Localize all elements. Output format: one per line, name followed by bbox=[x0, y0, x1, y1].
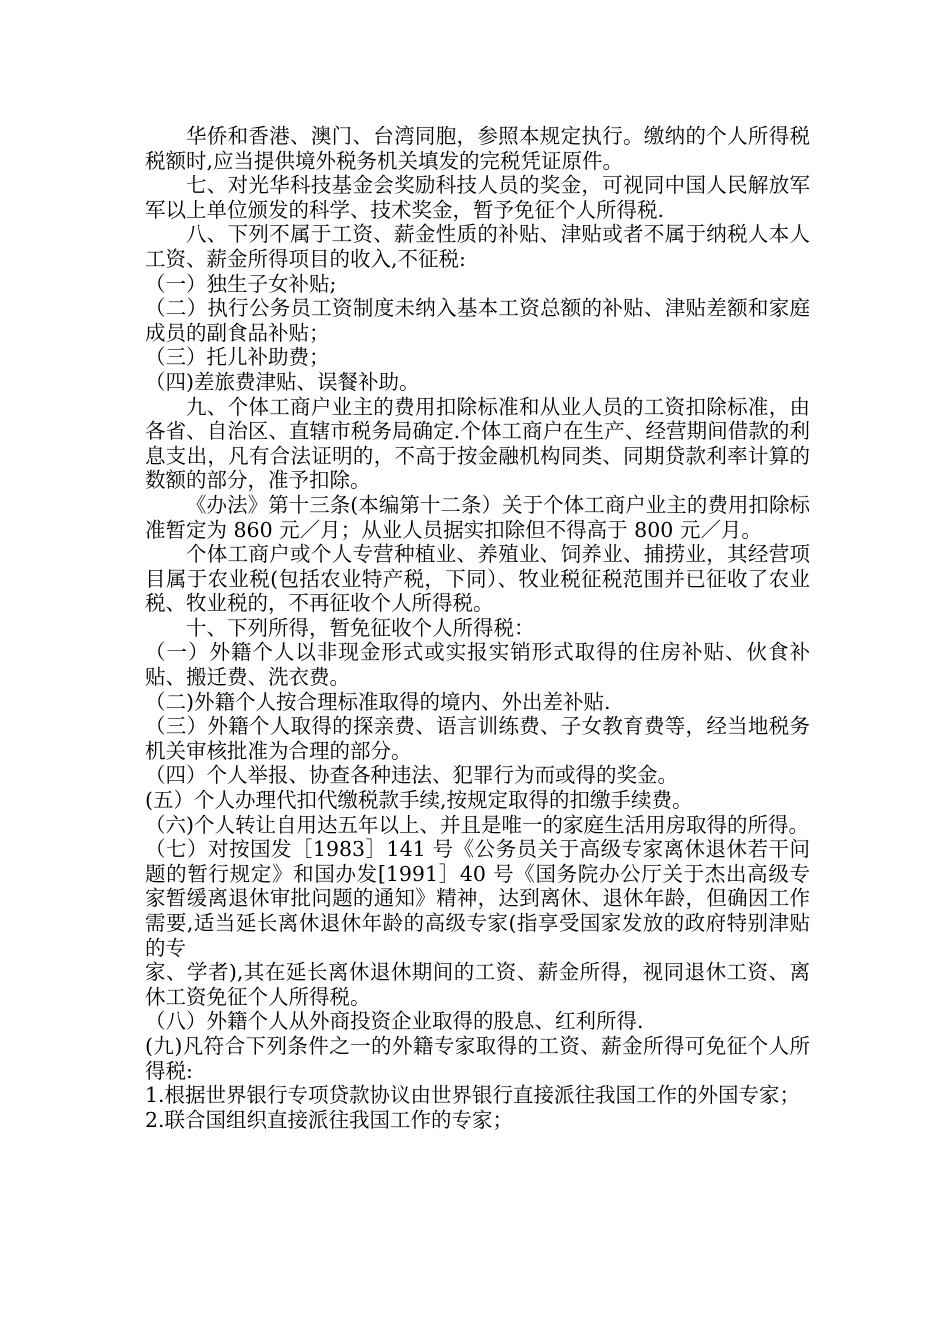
sub-item-1: 1.根据世界银行专项贷款协议由世界银行直接派往我国工作的外国专家； bbox=[145, 1083, 801, 1108]
list-item-8-3: （三）托儿补助费； bbox=[145, 345, 330, 370]
list-item-10-9: (九)凡符合下列条件之一的外籍专家取得的工资、薪金所得可免征个人所得税: bbox=[145, 1033, 810, 1083]
list-item-10-7: （七）对按国发［1983］141 号《公务员关于高级专家离休退休若干问题的暂行规定》和国办发[1991］40 号《国务院办公厅关于杰出高级专家暂缓离退休审批问题的通知》精神，达到离休、退休年龄，但确因工作需要,适当延长离休退休年龄的高级专家(指享受国家发放的政府特别津贴的专 bbox=[145, 837, 810, 960]
list-item-10-5: (五）个人办理代扣代缴税款手续,按规定取得的扣缴手续费。 bbox=[145, 788, 693, 813]
list-item-10-3: （三）外籍个人取得的探亲费、语言训练费、子女教育费等，经当地税务机关审核批准为合理的部分。 bbox=[145, 714, 810, 763]
list-item-10-2: （二)外籍个人按合理标准取得的境内、外出差补贴. bbox=[145, 689, 611, 714]
paragraph-item-8: 八、下列不属于工资、薪金性质的补贴、津贴或者不属于纳税人本人工资、薪金所得项目的收入,不征税: bbox=[145, 222, 810, 271]
paragraph-item-9: 九、个体工商户业主的费用扣除标准和从业人员的工资扣除标准，由各省、自治区、直辖市税务局确定.个体工商户在生产、经营期间借款的利息支出，凡有合法证明的，不高于按金融机构同类、同期贷款利率计算的数额的部分，准予扣除。 bbox=[145, 394, 810, 493]
list-item-10-6: （六)个人转让自用达五年以上、并且是唯一的家庭生活用房取得的所得。 bbox=[145, 812, 809, 837]
list-item-8-2: （二）执行公务员工资制度未纳入基本工资总额的补贴、津贴差额和家庭成员的副食品补贴； bbox=[145, 296, 810, 345]
paragraph-item-10: 十、下列所得，暂免征收个人所得税： bbox=[186, 615, 535, 640]
paragraph-overseas-chinese: 华侨和香港、澳门、台湾同胞，参照本规定执行。缴纳的个人所得税税额时,应当提供境外税务机关填发的完税凭证原件。 bbox=[145, 124, 810, 173]
list-item-10-4: （四）个人举报、协查各种违法、犯罪行为而或得的奖金。 bbox=[145, 763, 678, 788]
list-item-10-7-continued: 家、学者),其在延长离休退休期间的工资、薪金所得，视同退休工资、离休工资免征个人所得税。 bbox=[145, 960, 810, 1009]
list-item-8-1: （一）独生子女补贴; bbox=[145, 271, 337, 296]
list-item-10-8: （八）外籍个人从外商投资企业取得的股息、红利所得. bbox=[145, 1009, 644, 1034]
paragraph-agriculture: 个体工商户或个人专营种植业、养殖业、饲养业、捕捞业，其经营项目属于农业税(包括农业特产税，下同）、牧业税征税范围并已征收了农业税、牧业税的，不再征收个人所得税。 bbox=[145, 542, 810, 616]
paragraph-measures-article-13: 《办法》第十三条(本编第十二条）关于个体工商户业主的费用扣除标准暂定为 860 元／月；从业人员据实扣除但不得高于 800 元／月。 bbox=[145, 492, 810, 542]
sub-item-2: 2.联合国组织直接派往我国工作的专家； bbox=[145, 1107, 514, 1132]
document-body bbox=[145, 124, 810, 1132]
list-item-10-1: （一）外籍个人以非现金形式或实报实销形式取得的住房补贴、伙食补贴、搬迁费、洗衣费。 bbox=[145, 640, 810, 690]
list-item-8-4: （四)差旅费津贴、误餐补助。 bbox=[145, 369, 420, 394]
paragraph-item-7: 七、对光华科技基金会奖励科技人员的奖金，可视同中国人民解放军军以上单位颁发的科学、技术奖金，暂予免征个人所得税. bbox=[145, 173, 810, 222]
